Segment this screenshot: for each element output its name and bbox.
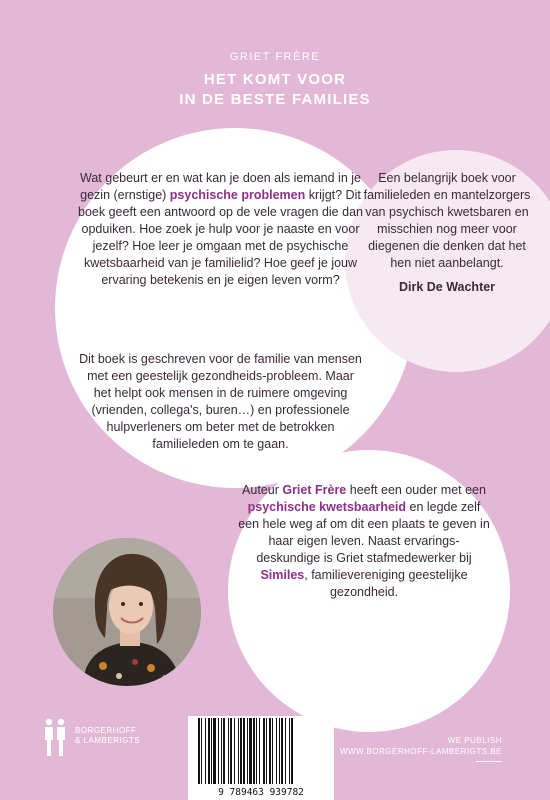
publisher-figures-icon [40,718,70,758]
highlight-psychische-kwetsbaarheid: psychische kwetsbaarheid [247,500,407,514]
publisher-logo [40,716,150,762]
footer-divider [476,761,502,762]
highlight-similes: Similes [260,568,305,582]
publisher-name: BORGERHOFF & LAMBERIGTS [75,726,141,745]
author-portrait-image [53,538,201,686]
author-bio: Auteur Griet Frère heeft een ouder met een psychische kwetsbaarheid en legde zelf een hele weg af om dit een plaats te geven in haar eigen leven. Naast ervarings-deskundige is Griet stafmedewerker bij Similes, familievereniging geestelijke gezondheid. [238,483,490,599]
intro-paragraph-1: Wat gebeurt er en wat kan je doen als iemand in je gezin (ernstige) psychische problemen krijgt? Dit boek geeft een antwoord op de vele vragen die dan opduiken. Hoe zoek je hulp voor je naaste en voor jezelf? Hoe leer je omgaan met de psychische kwetsbaarheid van je familielid? Hoe geef je jouw ervaring betekenis en je eigen leven vorm? [78,171,363,287]
footer-publisher-info [302,735,502,762]
book-title [0,70,550,110]
title-line-2: IN DE BESTE FAMILIES [179,91,371,108]
barcode-digits: 9 789463 939782 [218,787,304,798]
highlight-psychische-problemen: psychische problemen [169,188,306,202]
intro-paragraph-2: Dit boek is geschreven voor de familie van mensen met een geestelijk gezondheids-probleem. Maar het helpt ook mensen in de ruimere omgeving (vrienden, collega's, buren…) en professionele hulpverleners om beter met de betrokken familieleden om te gaan. [79,352,362,451]
title-line-1: HET KOMT VOOR [203,71,347,88]
publisher-url: WWW.BORGERHOFF-LAMBERIGTS.BE [339,747,502,756]
endorsement-quote [358,170,536,296]
author-name-highlight: Griet Frère [282,483,347,497]
quote-author: Dirk De Wachter [398,280,496,294]
author-name-top: GRIET FRÈRE [229,51,321,63]
quote-text: Een belangrijk boek voor familieleden en mantelzorgers van psychisch kwetsbaren en misschien nog meer voor diegenen die denken dat het hen niet aanbelangt. [363,171,531,270]
author-photo [53,538,201,686]
we-publish-label: WE PUBLISH [447,736,502,745]
